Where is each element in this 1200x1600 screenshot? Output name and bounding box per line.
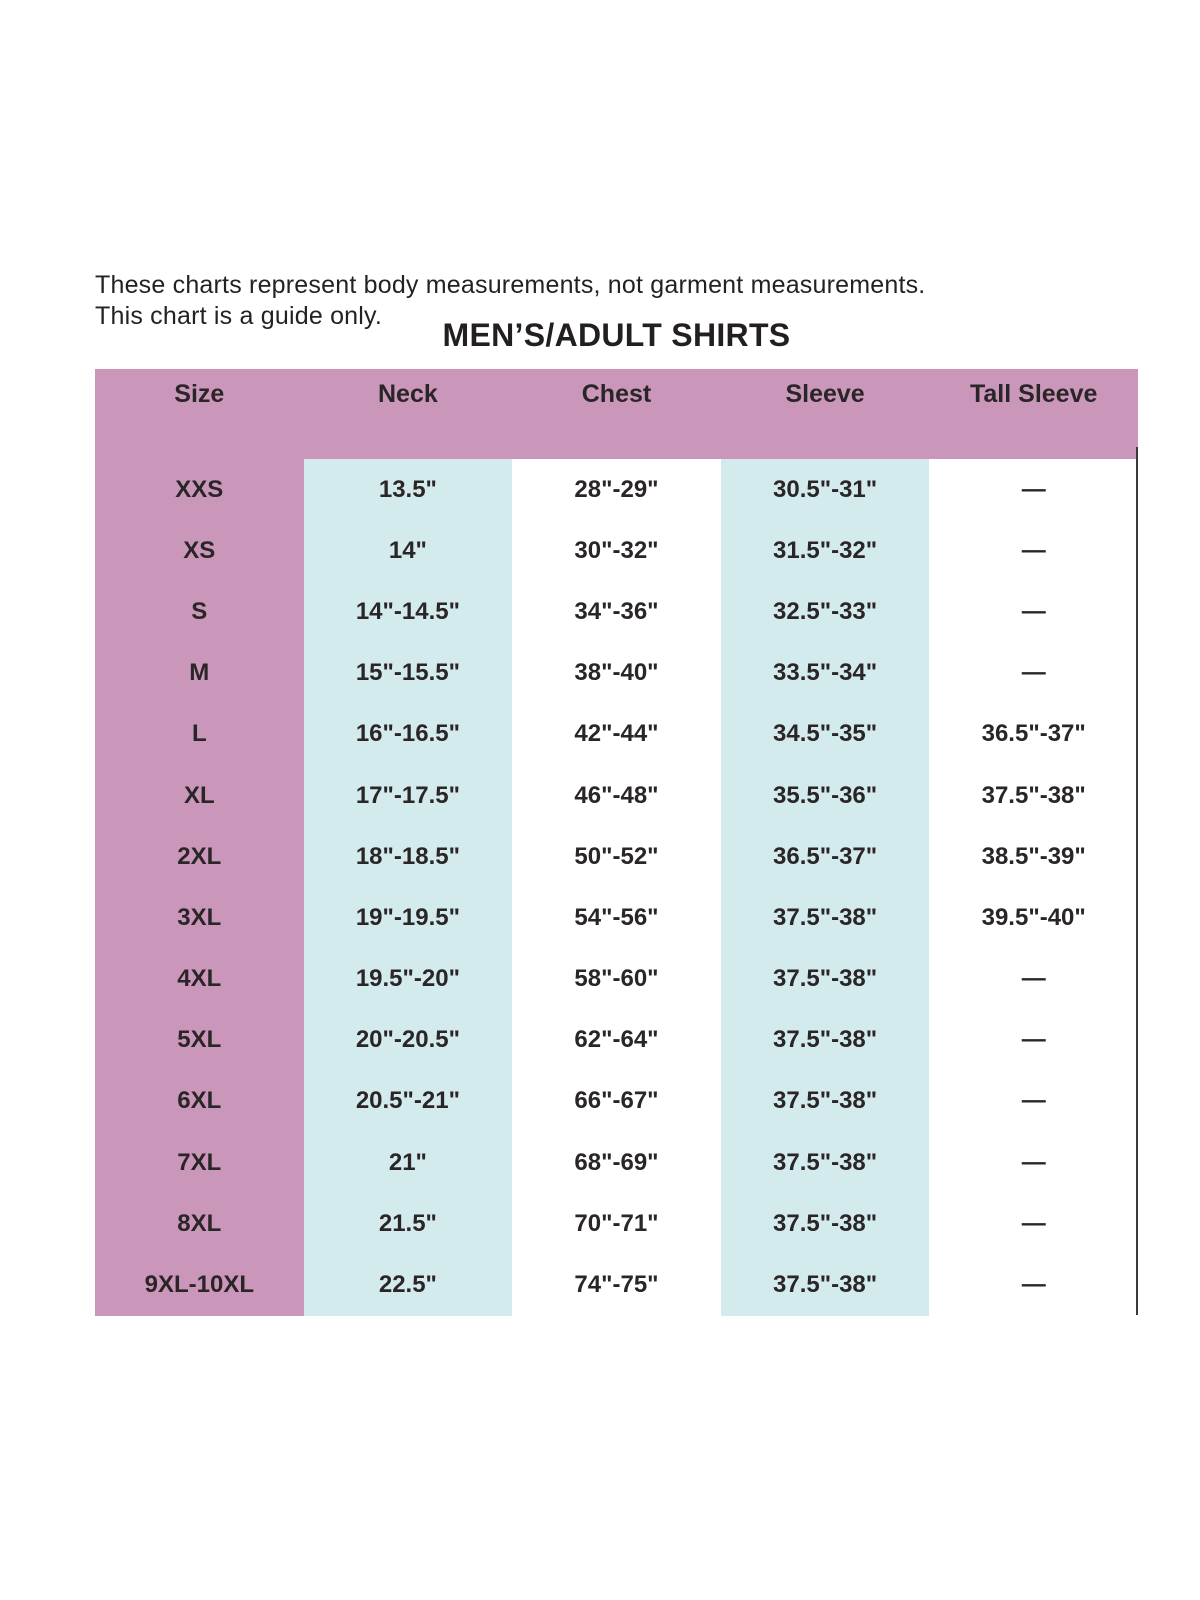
neck-cell: 21.5": [304, 1193, 513, 1254]
neck-cell: 18"-18.5": [304, 826, 513, 887]
size-cell: XL: [95, 765, 304, 826]
tall-sleeve-cell: —: [929, 1010, 1138, 1071]
tall-sleeve-cell: 36.5"-37": [929, 704, 1138, 765]
sleeve-cell: 37.5"-38": [721, 887, 930, 948]
neck-cell: 19.5"-20": [304, 949, 513, 1010]
chest-cell: 70"-71": [512, 1193, 721, 1254]
chest-cell: 46"-48": [512, 765, 721, 826]
table-row: [95, 1071, 1138, 1132]
tall-sleeve-cell: 37.5"-38": [929, 765, 1138, 826]
size-chart-table: [95, 369, 1138, 1316]
column-header-sleeve: Sleeve: [721, 369, 930, 459]
table-row: [95, 1254, 1138, 1315]
tall-sleeve-cell: —: [929, 1132, 1138, 1193]
neck-cell: 15"-15.5": [304, 643, 513, 704]
size-cell: S: [95, 581, 304, 642]
column-header-neck: Neck: [304, 369, 513, 459]
tall-sleeve-cell: —: [929, 949, 1138, 1010]
table-row: [95, 1132, 1138, 1193]
sleeve-cell: 30.5"-31": [721, 459, 930, 520]
neck-cell: 20"-20.5": [304, 1010, 513, 1071]
chest-cell: 66"-67": [512, 1071, 721, 1132]
size-cell: 8XL: [95, 1193, 304, 1254]
table-row: [95, 581, 1138, 642]
neck-cell: 19"-19.5": [304, 887, 513, 948]
tall-sleeve-cell: —: [929, 520, 1138, 581]
page-title: MEN’S/ADULT SHIRTS: [442, 317, 791, 353]
chest-cell: 74"-75": [512, 1254, 721, 1315]
size-cell: XS: [95, 520, 304, 581]
table-row: [95, 704, 1138, 765]
chest-cell: 50"-52": [512, 826, 721, 887]
table-row: [95, 520, 1138, 581]
size-cell: L: [95, 704, 304, 765]
tall-sleeve-cell: 38.5"-39": [929, 826, 1138, 887]
size-cell: 5XL: [95, 1010, 304, 1071]
chest-cell: 62"-64": [512, 1010, 721, 1071]
table-row: [95, 826, 1138, 887]
tall-sleeve-cell: —: [929, 643, 1138, 704]
sleeve-cell: 34.5"-35": [721, 704, 930, 765]
size-cell: 9XL-10XL: [95, 1254, 304, 1315]
size-cell: XXS: [95, 459, 304, 520]
table-row: [95, 1193, 1138, 1254]
size-cell: 2XL: [95, 826, 304, 887]
tall-sleeve-cell: —: [929, 459, 1138, 520]
table-right-border: [1136, 447, 1138, 1315]
table-header-row: [95, 369, 1138, 459]
neck-cell: 22.5": [304, 1254, 513, 1315]
table-header: [95, 369, 1138, 459]
chest-cell: 34"-36": [512, 581, 721, 642]
sleeve-cell: 35.5"-36": [721, 765, 930, 826]
disclaimer-line-2: This chart is a guide only.: [95, 302, 383, 330]
chest-cell: 38"-40": [512, 643, 721, 704]
column-header-tall-sleeve: Tall Sleeve: [929, 369, 1138, 459]
column-header-size: Size: [95, 369, 304, 459]
sleeve-cell: 37.5"-38": [721, 1132, 930, 1193]
sleeve-cell: 33.5"-34": [721, 643, 930, 704]
table-row: [95, 765, 1138, 826]
neck-cell: 13.5": [304, 459, 513, 520]
neck-cell: 14"-14.5": [304, 581, 513, 642]
table-row: [95, 643, 1138, 704]
neck-cell: 21": [304, 1132, 513, 1193]
neck-cell: 14": [304, 520, 513, 581]
chest-cell: 58"-60": [512, 949, 721, 1010]
chest-cell: 54"-56": [512, 887, 721, 948]
size-cell: 6XL: [95, 1071, 304, 1132]
tall-sleeve-cell: —: [929, 1254, 1138, 1315]
sleeve-cell: 37.5"-38": [721, 1193, 930, 1254]
tall-sleeve-cell: —: [929, 1193, 1138, 1254]
table-body: [95, 459, 1138, 1316]
tall-sleeve-cell: 39.5"-40": [929, 887, 1138, 948]
sleeve-cell: 37.5"-38": [721, 1071, 930, 1132]
size-cell: M: [95, 643, 304, 704]
chest-cell: 28"-29": [512, 459, 721, 520]
chest-cell: 30"-32": [512, 520, 721, 581]
sleeve-cell: 37.5"-38": [721, 1010, 930, 1071]
table-row: [95, 1010, 1138, 1071]
tall-sleeve-cell: —: [929, 1071, 1138, 1132]
sleeve-cell: 31.5"-32": [721, 520, 930, 581]
chest-cell: 68"-69": [512, 1132, 721, 1193]
disclaimer-line-1: These charts represent body measurements, not garment measurements.: [95, 271, 926, 299]
sleeve-cell: 37.5"-38": [721, 949, 930, 1010]
neck-cell: 20.5"-21": [304, 1071, 513, 1132]
size-cell: 3XL: [95, 887, 304, 948]
sleeve-cell: 36.5"-37": [721, 826, 930, 887]
neck-cell: 16"-16.5": [304, 704, 513, 765]
size-cell: 4XL: [95, 949, 304, 1010]
sleeve-cell: 32.5"-33": [721, 581, 930, 642]
table-row: [95, 887, 1138, 948]
chest-cell: 42"-44": [512, 704, 721, 765]
table-row: [95, 949, 1138, 1010]
size-cell: 7XL: [95, 1132, 304, 1193]
table-row: [95, 459, 1138, 520]
tall-sleeve-cell: —: [929, 581, 1138, 642]
neck-cell: 17"-17.5": [304, 765, 513, 826]
column-header-chest: Chest: [512, 369, 721, 459]
sleeve-cell: 37.5"-38": [721, 1254, 930, 1315]
